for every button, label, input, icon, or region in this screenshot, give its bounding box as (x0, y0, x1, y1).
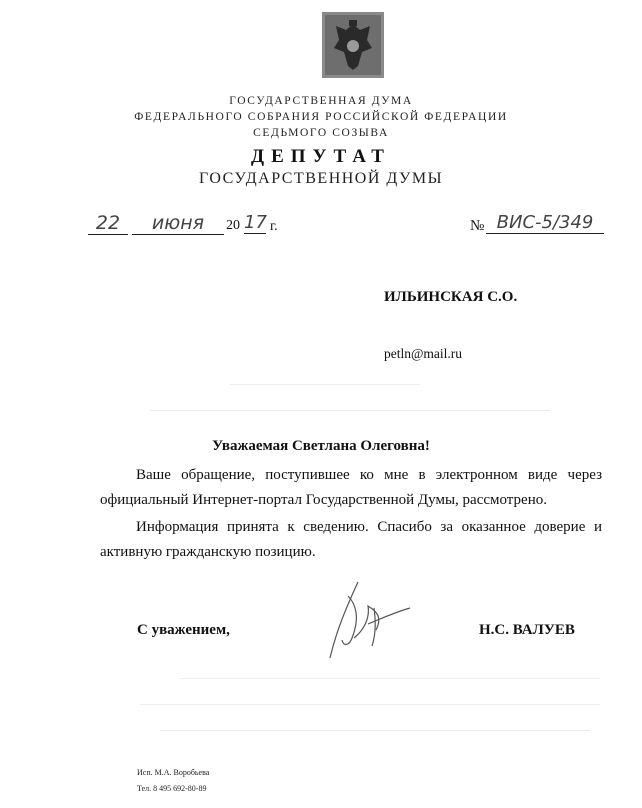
number-sign: № (470, 218, 485, 234)
coat-of-arms-emblem (322, 12, 384, 78)
faint-scan-mark (160, 730, 590, 731)
faint-scan-mark (230, 384, 420, 385)
date-year-prefix: 20 (226, 218, 240, 233)
date-line (88, 212, 288, 238)
recipient-email: petln@mail.ru (384, 346, 463, 361)
signer-name: Н.С. ВАЛУЕВ (479, 622, 575, 638)
phone: Тел. 8 495 692-80-89 (137, 784, 207, 793)
org-line-3: СЕДЬМОГО СОЗЫВА (253, 127, 389, 139)
paragraph-2: Информация принята к сведению. Спасибо за оказанное доверие и активную гражданскую позицию. (100, 519, 602, 560)
document-number (470, 212, 610, 238)
letterhead-subtitle: ГОСУДАРСТВЕННОЙ ДУМЫ (198, 170, 444, 187)
recipient-name: ИЛЬИНСКАЯ С.О. (384, 289, 518, 305)
date-month: июня (132, 212, 224, 235)
faint-scan-mark (150, 410, 550, 411)
org-line-2: ФЕДЕРАЛЬНОГО СОБРАНИЯ РОССИЙСКОЙ ФЕДЕРАЦИИ (134, 111, 508, 123)
date-year-suffix: 17 (244, 212, 267, 233)
closing: С уважением, (137, 622, 230, 638)
letterhead-title: ДЕПУТАТ (251, 146, 391, 167)
salutation: Уважаемая Светлана Олеговна! (212, 438, 430, 454)
handwritten-signature (316, 578, 416, 662)
org-line-1: ГОСУДАРСТВЕННАЯ ДУМА (229, 95, 413, 107)
date-year-mark: г. (270, 219, 278, 234)
faint-scan-mark (140, 704, 600, 705)
executor: Исп. М.А. Воробьева (137, 768, 210, 777)
number-value: ВИС-5/349 (486, 212, 604, 234)
date-day: 22 (88, 212, 128, 235)
faint-scan-mark (180, 678, 600, 679)
paragraph-1: Ваше обращение, поступившее ко мне в электронном виде через официальный Интернет-портал Государственной Думы, рассмотрено. (100, 467, 602, 508)
